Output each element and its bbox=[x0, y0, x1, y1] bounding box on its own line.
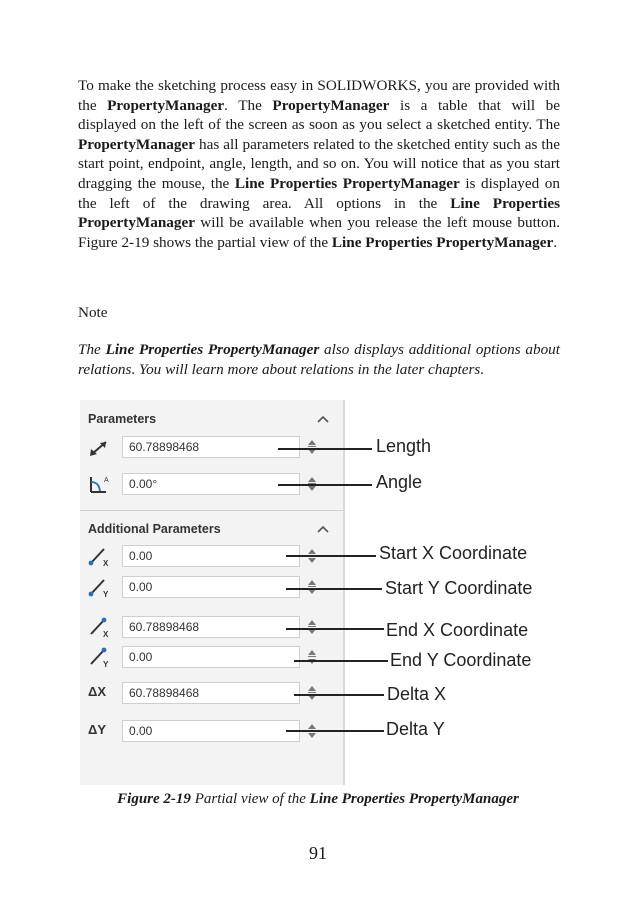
end-y-spinner[interactable] bbox=[306, 646, 320, 668]
term-propertymanager: PropertyManager bbox=[107, 96, 225, 114]
end-y-icon bbox=[88, 646, 112, 668]
end-x-leader bbox=[286, 628, 384, 630]
delta-y-field[interactable]: 0.00 bbox=[122, 720, 300, 742]
end-x-spinner[interactable] bbox=[306, 616, 320, 638]
note-text: The Line Properties PropertyManager also displays additional options about relations. You will learn more about relations in the later chapters. bbox=[78, 341, 560, 378]
length-spinner[interactable] bbox=[306, 436, 320, 458]
length-field[interactable]: 60.78898468 bbox=[122, 436, 300, 458]
end-x-icon bbox=[88, 616, 112, 638]
start-y-field[interactable]: 0.00 bbox=[122, 576, 300, 598]
collapse-chevron-icon[interactable] bbox=[316, 524, 330, 534]
svg-text:X: X bbox=[103, 559, 109, 567]
svg-text:A: A bbox=[104, 477, 109, 484]
svg-text:Y: Y bbox=[103, 590, 109, 598]
end-y-leader bbox=[294, 660, 388, 662]
svg-text:X: X bbox=[103, 630, 109, 638]
start-y-callout: Start Y Coordinate bbox=[385, 578, 533, 598]
angle-callout: Angle bbox=[376, 472, 423, 492]
start-x-icon bbox=[88, 545, 112, 567]
svg-text:Y: Y bbox=[103, 660, 109, 668]
start-y-spinner[interactable] bbox=[306, 576, 320, 598]
collapse-chevron-icon[interactable] bbox=[316, 414, 330, 424]
delta-y-leader bbox=[286, 730, 384, 732]
angle-leader bbox=[278, 484, 372, 486]
start-y-leader bbox=[286, 588, 382, 590]
start-y-icon bbox=[88, 576, 112, 598]
angle-icon bbox=[88, 473, 112, 495]
term-line-properties: Line Properties PropertyManager bbox=[78, 194, 560, 232]
start-x-field[interactable]: 0.00 bbox=[122, 545, 300, 567]
start-x-leader bbox=[286, 555, 376, 557]
delta-x-label: ΔX bbox=[88, 684, 107, 699]
note-heading: Note bbox=[78, 304, 108, 321]
parameters-title: Parameters bbox=[88, 412, 157, 426]
delta-y-label: ΔY bbox=[88, 722, 107, 737]
end-x-field[interactable]: 60.78898468 bbox=[122, 616, 300, 638]
end-y-callout: End Y Coordinate bbox=[390, 650, 532, 670]
additional-parameters-title: Additional Parameters bbox=[88, 522, 221, 536]
length-leader bbox=[278, 448, 372, 450]
delta-x-leader bbox=[294, 694, 384, 696]
term-line-properties: Line Properties PropertyManager bbox=[331, 233, 554, 251]
figure-caption: Figure 2-19 Partial view of the Line Properties PropertyManager bbox=[117, 791, 519, 807]
body-paragraph: To make the sketching process easy in SOLIDWORKS, you are provided with the PropertyManager. The PropertyManager is a table that will be displayed on the left of the screen as soon as you select a sketched entity. The PropertyManager has all parameters related to the sketched entity such as the start point, endpoint, angle, length, and so on. You will notice that as you start dragging the mouse, the Line Properties PropertyManager is displayed on the left of the drawing area. All options in the Line Properties PropertyManager will be available when you release the left mouse button. Figure 2-19 shows the partial view of the Line Properties PropertyManager. bbox=[78, 77, 561, 251]
term-line-properties: Line Properties PropertyManager bbox=[234, 174, 460, 192]
end-x-callout: End X Coordinate bbox=[386, 620, 529, 640]
delta-x-field[interactable]: 60.78898468 bbox=[122, 682, 300, 704]
page-number: 91 bbox=[309, 843, 327, 863]
length-icon bbox=[88, 436, 112, 458]
delta-x-spinner[interactable] bbox=[306, 682, 320, 704]
term-propertymanager: PropertyManager bbox=[272, 96, 390, 114]
end-y-field[interactable]: 0.00 bbox=[122, 646, 300, 668]
delta-y-callout: Delta Y bbox=[386, 719, 445, 739]
start-x-callout: Start X Coordinate bbox=[379, 543, 528, 563]
angle-field[interactable]: 0.00° bbox=[122, 473, 300, 495]
property-manager-figure bbox=[80, 400, 550, 788]
length-callout: Length bbox=[376, 436, 432, 456]
term-propertymanager: PropertyManager bbox=[78, 135, 195, 153]
delta-x-callout: Delta X bbox=[387, 684, 447, 704]
